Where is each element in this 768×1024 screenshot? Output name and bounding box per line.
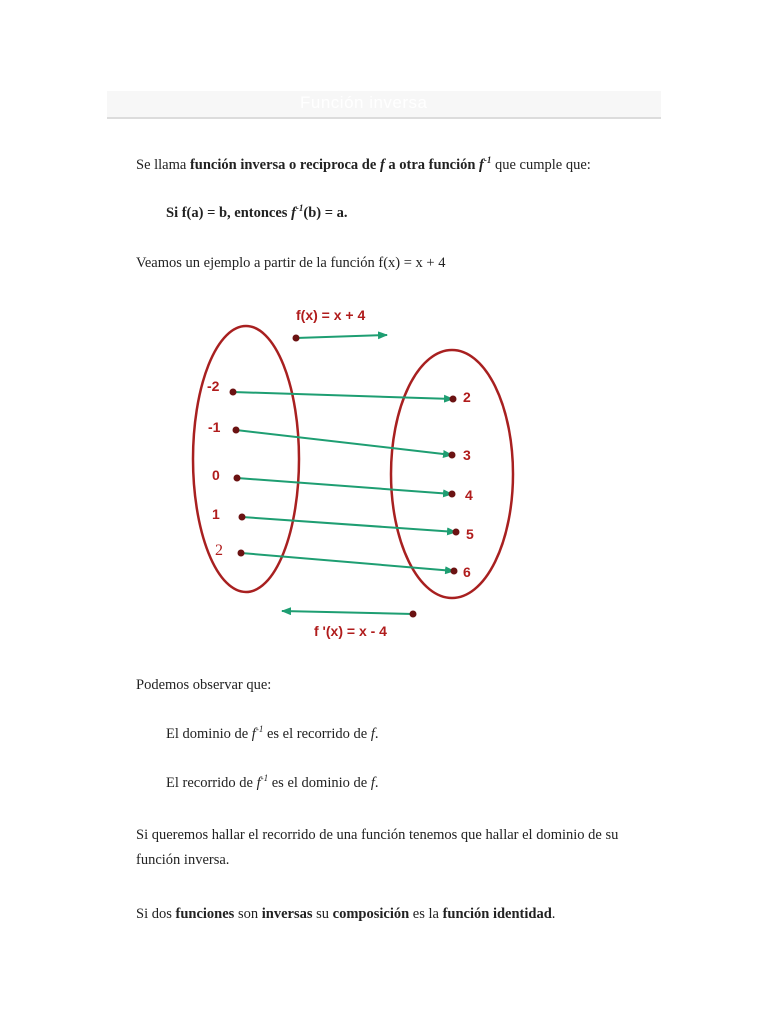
obs1-text-2: es el recorrido de bbox=[263, 726, 371, 742]
obs1-text: El dominio de bbox=[166, 726, 252, 742]
definition-bold: función inversa o reciproca de bbox=[189, 157, 380, 173]
range-value-label: 5 bbox=[466, 526, 474, 542]
definition-text: Se llama bbox=[136, 157, 190, 173]
mapping-arrow bbox=[233, 392, 453, 399]
domain-point bbox=[234, 475, 241, 482]
domain-value-label: 1 bbox=[212, 506, 220, 522]
composition-bold-composicion: composición bbox=[332, 906, 410, 922]
composition-bold-inversas: inversas bbox=[261, 906, 313, 922]
obs2-text-2: es el dominio de bbox=[268, 775, 371, 791]
range-point bbox=[450, 396, 457, 403]
obs1-period: . bbox=[374, 726, 379, 742]
inverse-function-label: f '(x) = x - 4 bbox=[314, 623, 387, 639]
obs1-f: f bbox=[251, 726, 256, 742]
rule-f: f bbox=[291, 205, 296, 221]
forward-function-label: f(x) = x + 4 bbox=[296, 307, 366, 323]
domain-point bbox=[238, 550, 245, 557]
range-note-line-2: función inversa. bbox=[136, 852, 230, 868]
range-ellipse bbox=[391, 350, 513, 598]
obs2-superscript: -1 bbox=[260, 773, 269, 783]
definition-superscript: -1 bbox=[483, 155, 492, 165]
domain-value-label: 2 bbox=[215, 542, 223, 559]
domain-point bbox=[233, 427, 240, 434]
obs2-f-2: f bbox=[370, 775, 375, 791]
inverse-arrow-dot bbox=[410, 611, 417, 618]
composition-text-2: son bbox=[234, 906, 262, 922]
mapping-arrow bbox=[242, 517, 456, 532]
range-value-label: 6 bbox=[463, 564, 471, 580]
definition-bold-2: a otra función bbox=[384, 157, 480, 173]
definition-f: f bbox=[379, 157, 385, 173]
range-note-line-1: Si queremos hallar el recorrido de una función tenemos que hallar el dominio de su bbox=[136, 827, 619, 843]
page-title: Función inversa bbox=[300, 93, 428, 112]
obs2-period: . bbox=[374, 775, 379, 791]
observation-1 bbox=[166, 725, 378, 743]
range-value-label: 3 bbox=[463, 447, 471, 463]
obs1-superscript: -1 bbox=[255, 724, 264, 734]
example-intro: Veamos un ejemplo a partir de la función f(x) = x + 4 bbox=[136, 255, 446, 271]
composition-bold-identidad: función identidad bbox=[442, 906, 552, 922]
composition-text-4: es la bbox=[409, 906, 443, 922]
obs2-text: El recorrido de bbox=[166, 775, 257, 791]
forward-arrow-dot bbox=[293, 335, 300, 342]
forward-arrow bbox=[296, 335, 387, 338]
mapping-arrow bbox=[236, 430, 452, 455]
domain-value-label: 0 bbox=[212, 467, 220, 483]
obs2-f: f bbox=[256, 775, 261, 791]
range-value-label: 2 bbox=[463, 389, 471, 405]
domain-value-label: -2 bbox=[207, 378, 220, 394]
inverse-arrow bbox=[282, 611, 413, 614]
obs1-f-2: f bbox=[370, 726, 375, 742]
rule-superscript: -1 bbox=[295, 203, 304, 213]
composition-paragraph bbox=[136, 905, 555, 923]
domain-ellipse bbox=[193, 326, 299, 592]
definition-text-2: que cumple que: bbox=[491, 157, 591, 173]
range-point bbox=[451, 568, 458, 575]
range-point bbox=[449, 491, 456, 498]
domain-point bbox=[239, 514, 246, 521]
domain-value-label: -1 bbox=[208, 419, 221, 435]
mapping-arrow bbox=[241, 553, 454, 571]
observe-heading: Podemos observar que: bbox=[136, 677, 272, 693]
rule-bold: Si f(a) = b, entonces bbox=[166, 205, 292, 221]
range-point bbox=[449, 452, 456, 459]
composition-text: Si dos bbox=[136, 906, 176, 922]
composition-bold-funciones: funciones bbox=[175, 906, 235, 922]
composition-text-3: su bbox=[312, 906, 333, 922]
mapping-arrow bbox=[237, 478, 452, 494]
composition-period: . bbox=[551, 906, 556, 922]
observation-2 bbox=[166, 774, 378, 792]
range-point bbox=[453, 529, 460, 536]
definition-f-inverse: f bbox=[479, 157, 484, 173]
domain-point bbox=[230, 389, 237, 396]
rule-bold-2: (b) = a. bbox=[303, 205, 348, 221]
range-value-label: 4 bbox=[465, 487, 473, 503]
